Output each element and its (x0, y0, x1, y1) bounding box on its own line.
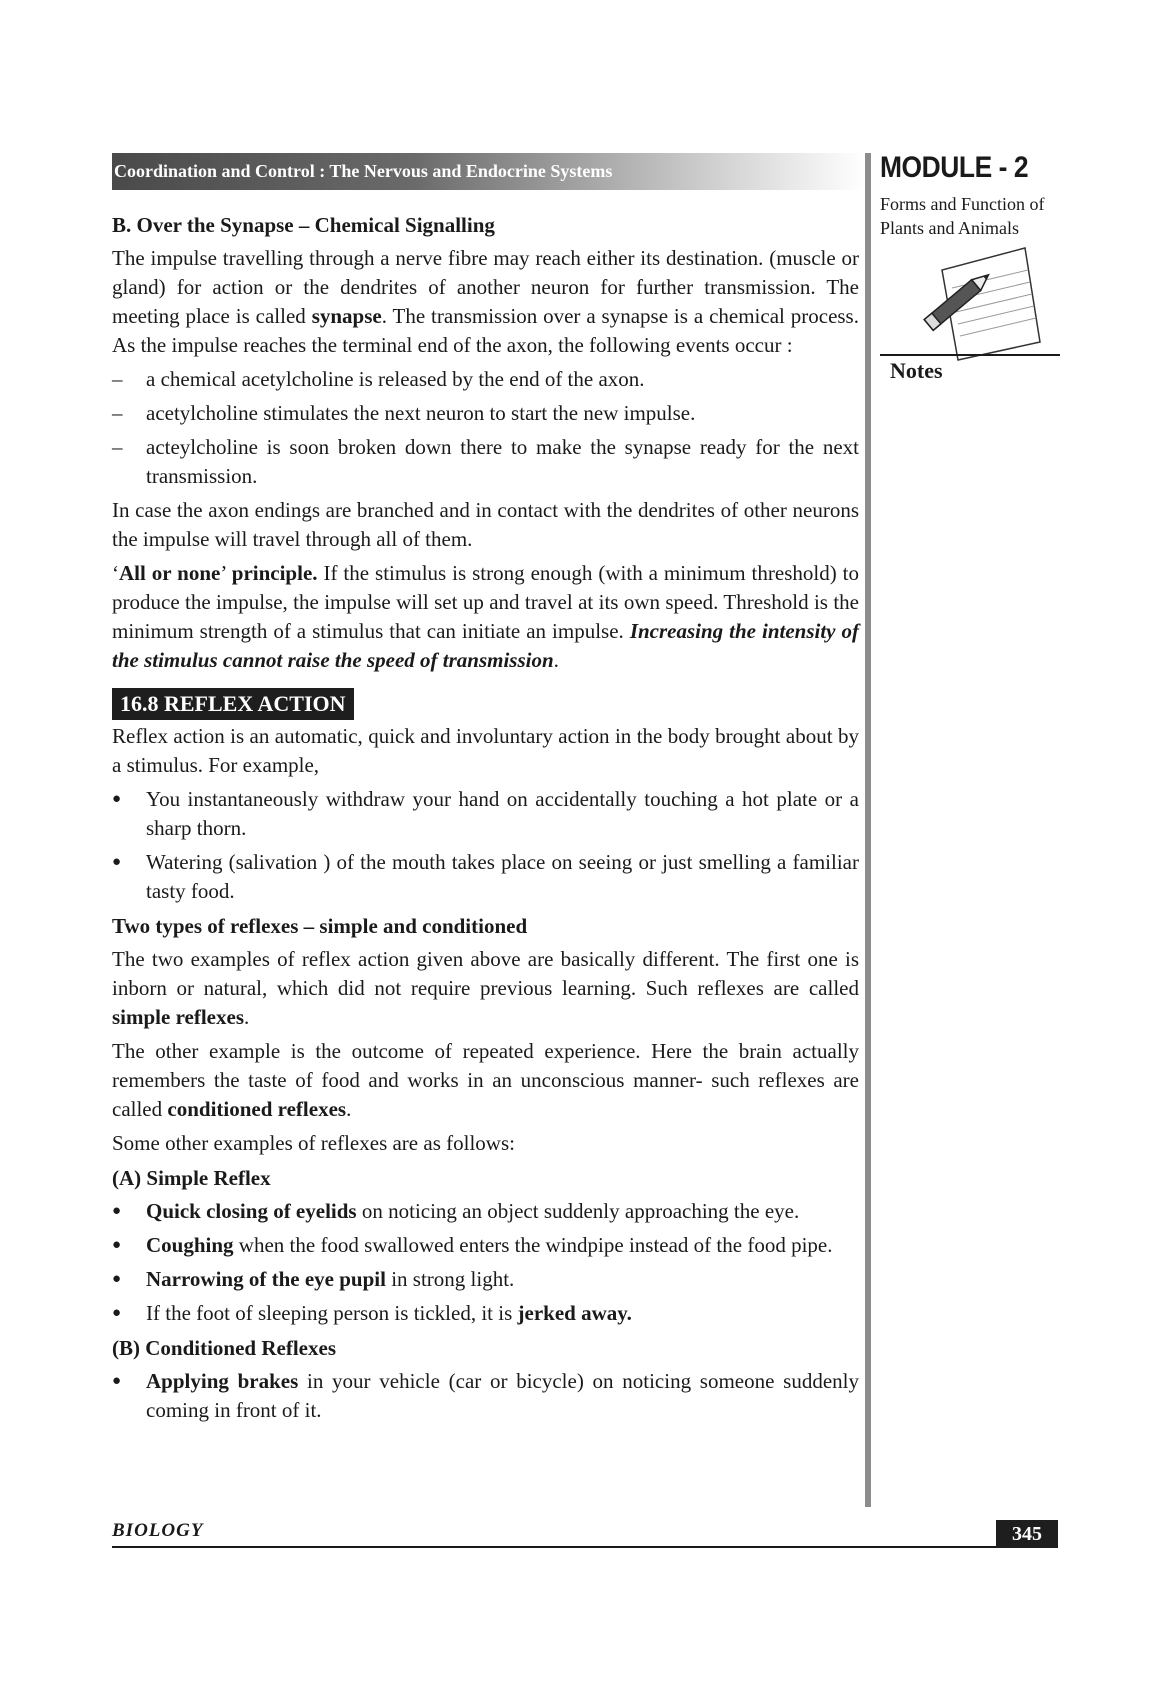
events-list (112, 365, 859, 491)
simple-reflex-list (112, 1197, 859, 1328)
emphasis-statement: Increasing the intensity of the stimulus cannot raise the speed of transmission (112, 619, 859, 672)
item-bold: Quick closing of eyelids (146, 1199, 357, 1223)
item-text: on noticing an object suddenly approaching the eye. (356, 1199, 800, 1223)
item-bold: Narrowing of the eye pupil (146, 1267, 386, 1291)
list-item: – a chemical acetylcholine is released by the end of the axon. (112, 365, 859, 394)
term-principle: principle. (231, 561, 318, 585)
module-title: MODULE - 2 (880, 151, 1029, 184)
list-item (112, 1367, 859, 1425)
module-subtitle-line2: Plants and Animals (880, 218, 1019, 238)
period: . (553, 648, 559, 672)
module-subtitle (880, 192, 1080, 240)
para-synapse-c: . The transmission over a synapse is a chemical process. As the impulse reaches the terminal end of the axon, the following events occur : (112, 304, 859, 357)
list-item (112, 1197, 859, 1226)
para-synapse-a: The impulse travelling through a nerve fibre may reach either its destination. (muscle or gland) for action or the dendrites of another neuron for further transmission. The meeting place is called (112, 246, 859, 328)
notes-underline (880, 354, 1060, 356)
conditioned-reflex-list (112, 1367, 859, 1425)
sidebar (880, 150, 1080, 240)
heading-synapse: B. Over the Synapse – Chemical Signalling (112, 213, 495, 237)
para-other-examples: Some other examples of reflexes are as follows: (112, 1131, 515, 1155)
notes-block (880, 240, 1060, 390)
item-bold: jerked away. (517, 1301, 632, 1325)
margin-rule (865, 153, 871, 1507)
term-conditioned-reflexes: conditioned reflexes (167, 1097, 347, 1121)
para-reflex-intro: Reflex action is an automatic, quick and involuntary action in the body brought about by a stimulus. For example, (112, 724, 859, 777)
list-item (112, 1231, 859, 1260)
para-conditioned (112, 1037, 859, 1124)
page-number: 345 (996, 1520, 1058, 1548)
list-item: ● Watering (salivation ) of the mouth takes place on seeing or just smelling a familiar tasty food. (112, 848, 859, 906)
notes-label: Notes (890, 358, 943, 383)
running-header: Coordination and Control : The Nervous and Endocrine Systems (112, 153, 865, 190)
item-text: If the foot of sleeping person is tickled, it is (146, 1301, 518, 1325)
examples-list (112, 785, 859, 906)
para-all-or-none-text: If the stimulus is strong enough (with a minimum threshold) to produce the impulse, the impulse will set up and travel at its own speed. Threshold is the minimum strength of a stimulus that can initiate an impulse. (112, 561, 859, 643)
footer-rule (112, 1546, 1058, 1548)
list-item: – acetylcholine stimulates the next neuron to start the new impulse. (112, 399, 859, 428)
term-synapse: synapse (311, 304, 382, 328)
heading-conditioned-reflexes: (B) Conditioned Reflexes (112, 1336, 336, 1360)
para-simple (112, 945, 859, 1032)
list-item (112, 1265, 859, 1294)
item-text: in your vehicle (car or bicycle) on noticing someone suddenly coming in front of it. (146, 1369, 860, 1422)
quote-open: ‘ (112, 561, 119, 585)
para-all-or-none (112, 559, 859, 675)
para-conditioned-a: The other example is the outcome of repeated experience. Here the brain actually remembers the taste of food and works in an unconscious manner- such reflexes are called (112, 1039, 859, 1121)
para-synapse (112, 244, 859, 360)
footer-subject: BIOLOGY (112, 1520, 204, 1541)
main-content (112, 205, 859, 1430)
list-item: – acteylcholine is soon broken down there to make the synapse ready for the next transmission. (112, 433, 859, 491)
para-simple-a: The two examples of reflex action given above are basically different. The first one is inborn or natural, which did not require previous learning. Such reflexes are called (112, 947, 859, 1000)
term-simple-reflexes: simple reflexes (112, 1005, 244, 1029)
item-bold: Coughing (146, 1233, 234, 1257)
heading-simple-reflex: (A) Simple Reflex (112, 1166, 271, 1190)
item-text: when the food swallowed enters the windpipe instead of the food pipe. (233, 1233, 833, 1257)
list-item (112, 1299, 859, 1328)
item-bold: Applying brakes (146, 1369, 299, 1393)
quote-close: ’ (220, 561, 232, 585)
para-branched: In case the axon endings are branched and in contact with the dendrites of other neurons the impulse will travel through all of them. (112, 498, 859, 551)
notes-pencil-icon (880, 240, 1060, 370)
section-heading-reflex-action: 16.8 REFLEX ACTION (112, 688, 354, 720)
module-subtitle-line1: Forms and Function of (880, 194, 1045, 214)
list-item: ● You instantaneously withdraw your hand on accidentally touching a hot plate or a sharp thorn. (112, 785, 859, 843)
term-all-or-none: All or none (119, 561, 221, 585)
para-conditioned-c: . (346, 1097, 352, 1121)
para-simple-c: . (244, 1005, 250, 1029)
item-text: in strong light. (385, 1267, 515, 1291)
heading-two-types: Two types of reflexes – simple and conditioned (112, 914, 528, 938)
